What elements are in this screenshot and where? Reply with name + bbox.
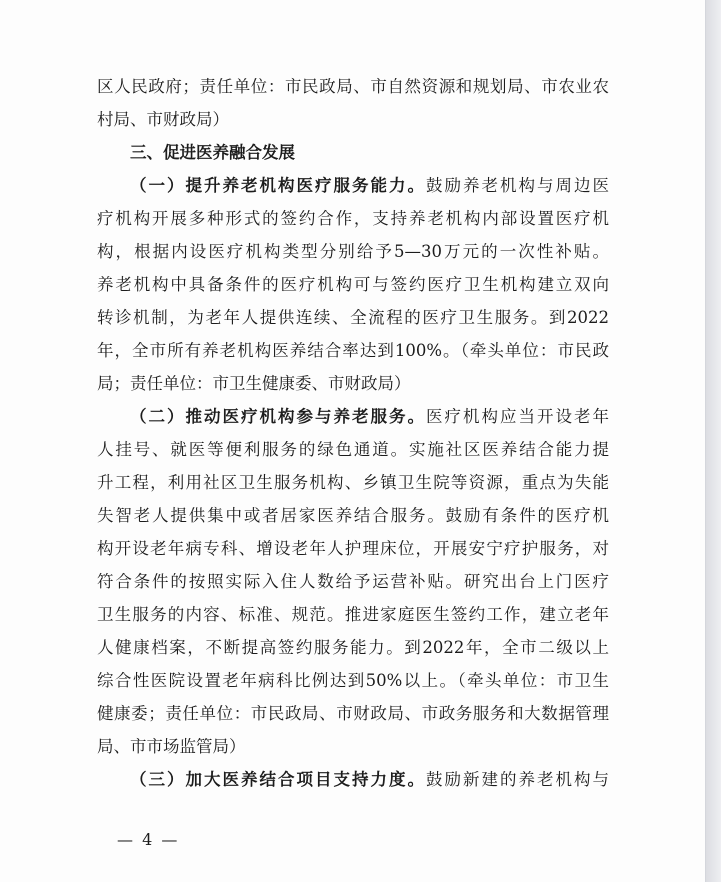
paragraph-first-line: （一）提升养老机构医疗服务能力。鼓励养老机构与周边医	[130, 176, 609, 195]
page-number: — 4 —	[117, 830, 180, 849]
text-line: 综合性医院设置老年病科比例达到50%以上。（牵头单位：市卫生	[97, 671, 609, 690]
text-line: 卫生服务的内容、标准、规范。推进家庭医生签约工作，建立老年	[97, 605, 609, 624]
text-line: 人挂号、就医等便利服务的绿色通道。实施社区医养结合能力提	[97, 440, 609, 459]
text-line: 村局、市财政局）	[97, 110, 229, 129]
text-line: 养老机构中具备条件的医疗机构可与签约医疗卫生机构建立双向	[97, 275, 609, 294]
document-body	[97, 70, 609, 796]
text-line: 构，根据内设医疗机构类型分别给予5—30万元的一次性补贴。	[97, 242, 609, 261]
paragraph-first-line: （三）加大医养结合项目支持力度。鼓励新建的养老机构与	[130, 770, 609, 789]
text-line: 年，全市所有养老机构医养结合率达到100%。（牵头单位：市民政	[97, 341, 609, 360]
text-line: 健康委；责任单位：市民政局、市财政局、市政务服务和大数据管理	[97, 704, 609, 723]
section-heading: 三、促进医养融合发展	[130, 143, 295, 162]
subsection-title: （一）提升养老机构医疗服务能力。	[130, 176, 426, 195]
text-line: 疗机构开展多种形式的签约合作，支持养老机构内部设置医疗机	[97, 209, 609, 228]
text-line: 转诊机制，为老年人提供连续、全流程的医疗卫生服务。到2022	[97, 308, 609, 327]
subsection-title: （二）推动医疗机构参与养老服务。	[130, 407, 426, 426]
text-line: 人健康档案，不断提高签约服务能力。到2022年，全市二级以上	[97, 638, 609, 657]
text-line: 符合条件的按照实际入住人数给予运营补贴。研究出台上门医疗	[97, 572, 609, 591]
page-edge-shadow	[706, 0, 721, 882]
text-line: 局；责任单位：市卫生健康委、市财政局）	[97, 374, 411, 393]
subsection-title: （三）加大医养结合项目支持力度。	[130, 770, 426, 789]
text-line: 构开设老年病专科、增设老年人护理床位，开展安宁疗护服务，对	[97, 539, 609, 558]
text-line: 局、市市场监管局）	[97, 737, 246, 756]
text-line: 失智老人提供集中或者居家医养结合服务。鼓励有条件的医疗机	[97, 506, 609, 525]
text-line: 升工程，利用社区卫生服务机构、乡镇卫生院等资源，重点为失能	[97, 473, 609, 492]
paragraph-first-line: （二）推动医疗机构参与养老服务。医疗机构应当开设老年	[130, 407, 609, 426]
text-line: 区人民政府；责任单位：市民政局、市自然资源和规划局、市农业农	[97, 77, 609, 96]
